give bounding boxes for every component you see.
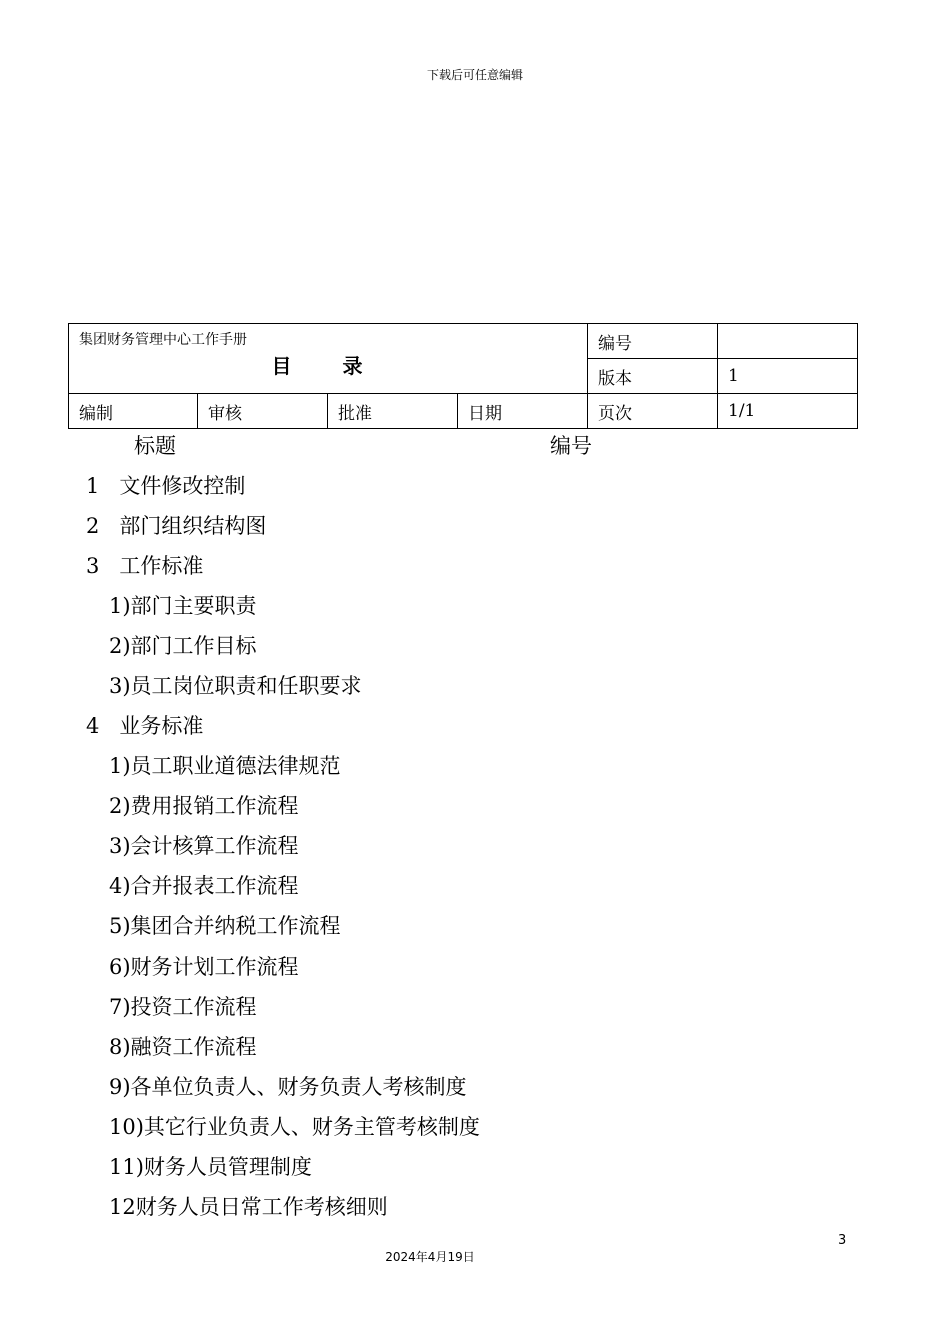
toc-item[interactable]: 7)投资工作流程 xyxy=(109,995,257,1019)
title-cell xyxy=(69,324,588,394)
footer-date: 2024年4月19日 xyxy=(385,1250,475,1264)
page-label: 页次 xyxy=(588,394,718,429)
toc-item[interactable]: 1 文件修改控制 xyxy=(86,474,246,498)
toc-item[interactable]: 1)部门主要职责 xyxy=(109,594,257,618)
number-label: 编号 xyxy=(588,324,718,359)
toc-item[interactable]: 11)财务人员管理制度 xyxy=(109,1155,312,1179)
document-title: 目 录 xyxy=(271,354,385,378)
toc-item[interactable]: 3 工作标准 xyxy=(86,554,204,578)
reviewed-label: 审核 xyxy=(198,394,328,429)
company-manual-name: 集团财务管理中心工作手册 xyxy=(79,332,247,348)
version-label: 版本 xyxy=(588,359,718,394)
toc-title-header: 标题 xyxy=(134,434,176,458)
version-value: 1 xyxy=(718,359,858,394)
toc-item[interactable]: 1)员工职业道德法律规范 xyxy=(109,754,341,778)
toc-item[interactable]: 4)合并报表工作流程 xyxy=(109,874,299,898)
page-number: 3 xyxy=(838,1233,847,1248)
toc-item[interactable]: 10)其它行业负责人、财务主管考核制度 xyxy=(109,1115,480,1139)
toc-item[interactable]: 8)融资工作流程 xyxy=(109,1035,257,1059)
toc-item[interactable]: 2)费用报销工作流程 xyxy=(109,794,299,818)
toc-item[interactable]: 2)部门工作目标 xyxy=(109,634,257,658)
header-note: 下载后可任意编辑 xyxy=(426,68,523,82)
toc-item[interactable]: 2 部门组织结构图 xyxy=(86,514,267,538)
approved-label: 批准 xyxy=(328,394,458,429)
toc-item[interactable]: 3)员工岗位职责和任职要求 xyxy=(109,674,362,698)
date-label: 日期 xyxy=(458,394,588,429)
toc-item[interactable]: 6)财务计划工作流程 xyxy=(109,955,299,979)
toc-item[interactable]: 9)各单位负责人、财务负责人考核制度 xyxy=(109,1075,467,1099)
prepared-label: 编制 xyxy=(69,394,198,429)
toc-item[interactable]: 12财务人员日常工作考核细则 xyxy=(109,1195,388,1219)
number-value xyxy=(718,324,858,359)
toc-item[interactable]: 5)集团合并纳税工作流程 xyxy=(109,914,341,938)
toc-item[interactable]: 3)会计核算工作流程 xyxy=(109,834,299,858)
page-value: 1/1 xyxy=(718,394,858,429)
toc-code-header: 编号 xyxy=(550,434,592,458)
document-info-table xyxy=(68,323,858,429)
toc-item[interactable]: 4 业务标准 xyxy=(86,714,204,738)
